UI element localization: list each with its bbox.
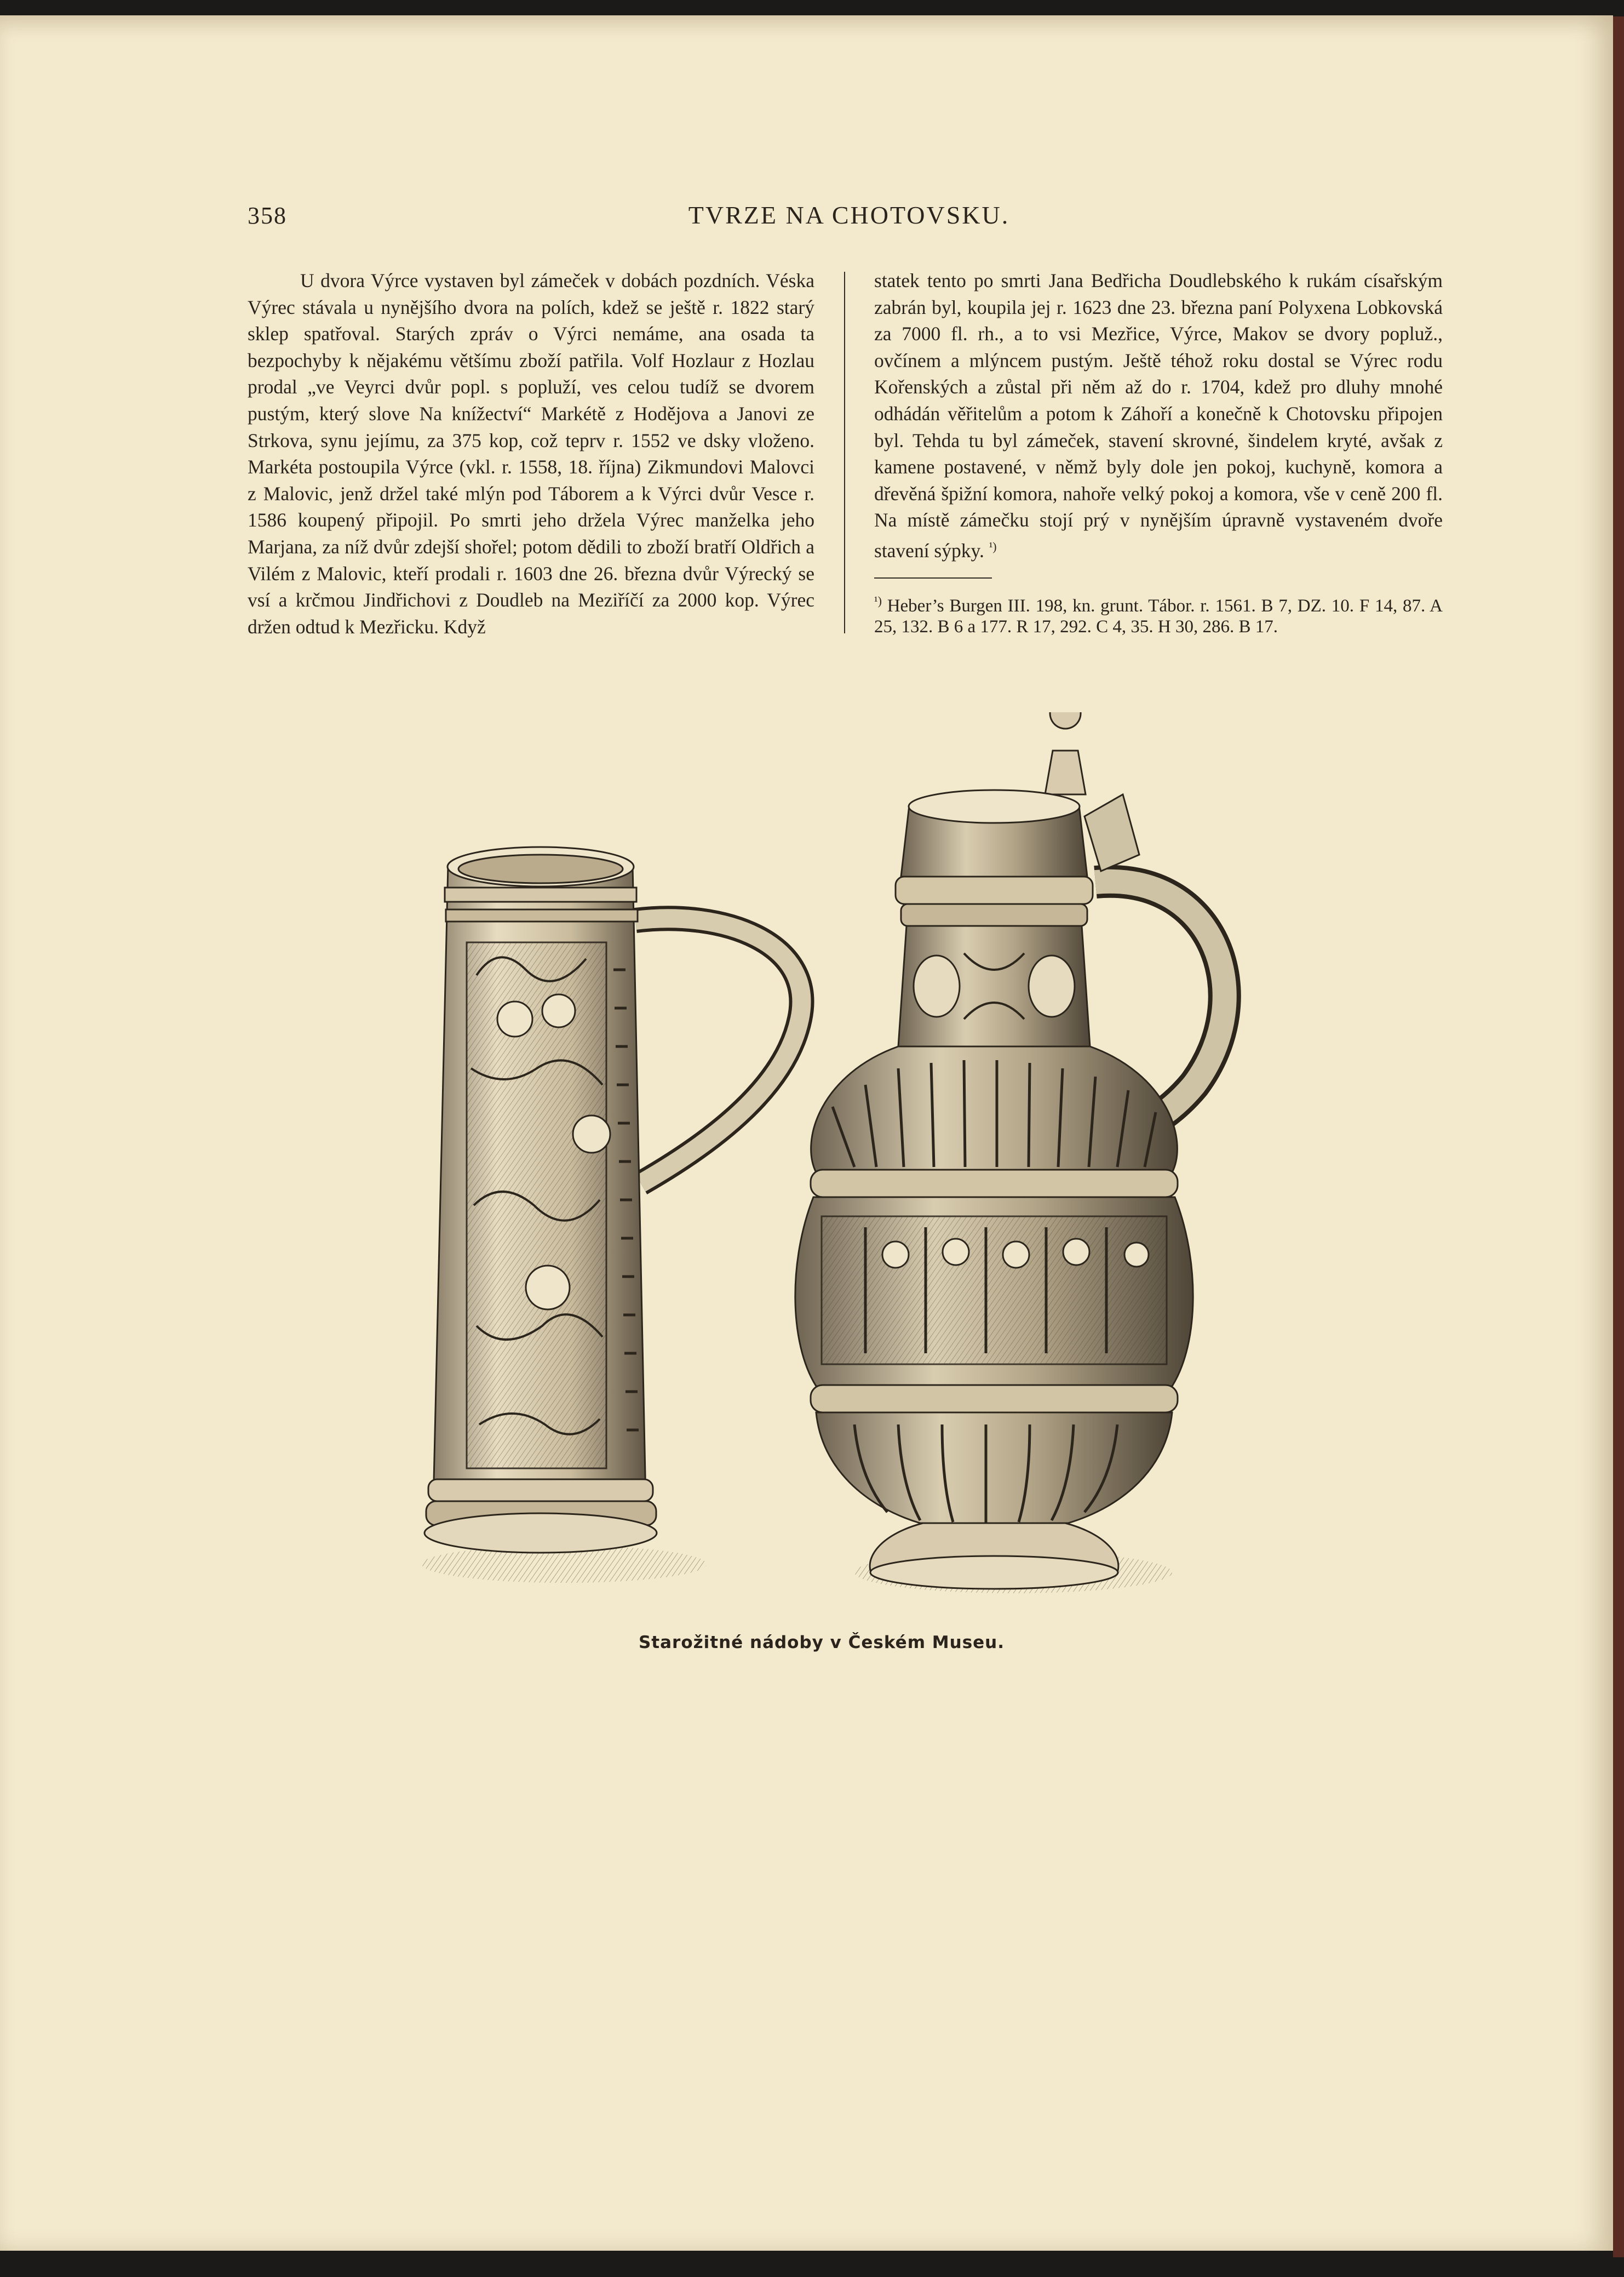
- footnote-number: ¹): [874, 593, 882, 608]
- footnote-text: Heber’s Burgen III. 198, kn. grunt. Tábor. r. 1561. B 7, DZ. 10. F 14, 87. A 25, 132. B 6 a 177. R 17, 292. C 4, 35. H 30, 286. B 17.: [874, 596, 1443, 637]
- right-column: [874, 267, 1443, 637]
- tankard-base: [424, 1513, 657, 1553]
- left-column: [248, 267, 814, 640]
- page-number: 358: [248, 202, 287, 229]
- figure-caption: Starožitné nádoby v Českém Museu.: [638, 1633, 1005, 1652]
- jug-lid-knob: [1045, 712, 1086, 794]
- column-divider: [844, 272, 845, 633]
- footnote-rule: [874, 577, 992, 579]
- jug-shoulder: [811, 1046, 1178, 1172]
- jug-lower-body: [816, 1412, 1172, 1523]
- left-paragraph: U dvora Výrce vystaven byl zámeček v dobách pozdních. Véska Výrec stávala u nynějšího dvora na polích, kdež se ještě r. 1822 starý sklep spatřoval. Starých zpráv o Výrci nemáme, ana osada ta bezpochyby k nějakému většímu zboží patřila. Volf Hozlaur z Hozlau prodal „ve Veyrci dvůr popl. s popluží, ves celou tudíž se dvorem pustým, který slove Na knížectví“ Markétě z Hodějova a Janovi ze Strkova, synu jejímu, za 375 kop, což teprv r. 1552 ve dsky vloženo. Markéta postoupila Výrce (vkl. r. 1558, 18. října) Zikmundovi Malovci z Malovic, jenž držel také mlýn pod Táborem a k Výrci dvůr Vesce r. 1586 koupený připojil. Po smrti jeho držela Výrec manželka jeho Marjana, za níž dvůr zdejší shořel; potom dědili to zboží bratří Oldřich a Vilém z Malovic, kteří prodali r. 1603 dne 26. března dvůr Výrecký se vsí a krčmou Jindřichovi z Doudleb na Meziříčí za 2000 kop. Výrec držen odtud k Mezřicku. Když: [248, 270, 814, 638]
- right-paragraph: [874, 267, 1443, 564]
- right-paragraph-text: statek tento po smrti Jana Bedřicha Doudlebského k rukám císařským zabrán byl, koupila jej r. 1623 dne 23. března paní Polyxena Lobkovská za 7000 fl. rh., a to vsi Mezřice, Výrce, Makov se dvory popluž., ovčínem a mlýncem pustým. Ještě téhož roku dostal se Výrec rodu Kořenských a zůstal při něm až do r. 1704, kdež pro dluhy mnohé odhádán věřitelům a potom k Záhoří a konečně k Chotovsku připojen byl. Tehda tu byl zámeček, stavení skrovné, šindelem kryté, avšak z kamene postavené, v němž byly dole jen pokoj, kuchyně, komora a dřevěná špižní komora, nahoře velký pokoj a komora, vše v ceně 200 fl. Na místě zámečku stojí prý v nynějším úpravně vystaveném dvoře stavení sýpky.: [874, 270, 1443, 562]
- running-title: TVRZE NA CHOTOVSKU.: [688, 201, 1010, 229]
- tall-tankard: [424, 847, 801, 1553]
- lidded-jug: [795, 712, 1225, 1589]
- footnote-reference: ¹): [989, 539, 997, 553]
- engraving-antique-vessels: [383, 712, 1260, 1622]
- book-edge: [1613, 16, 1624, 2257]
- footnote: [874, 591, 1443, 637]
